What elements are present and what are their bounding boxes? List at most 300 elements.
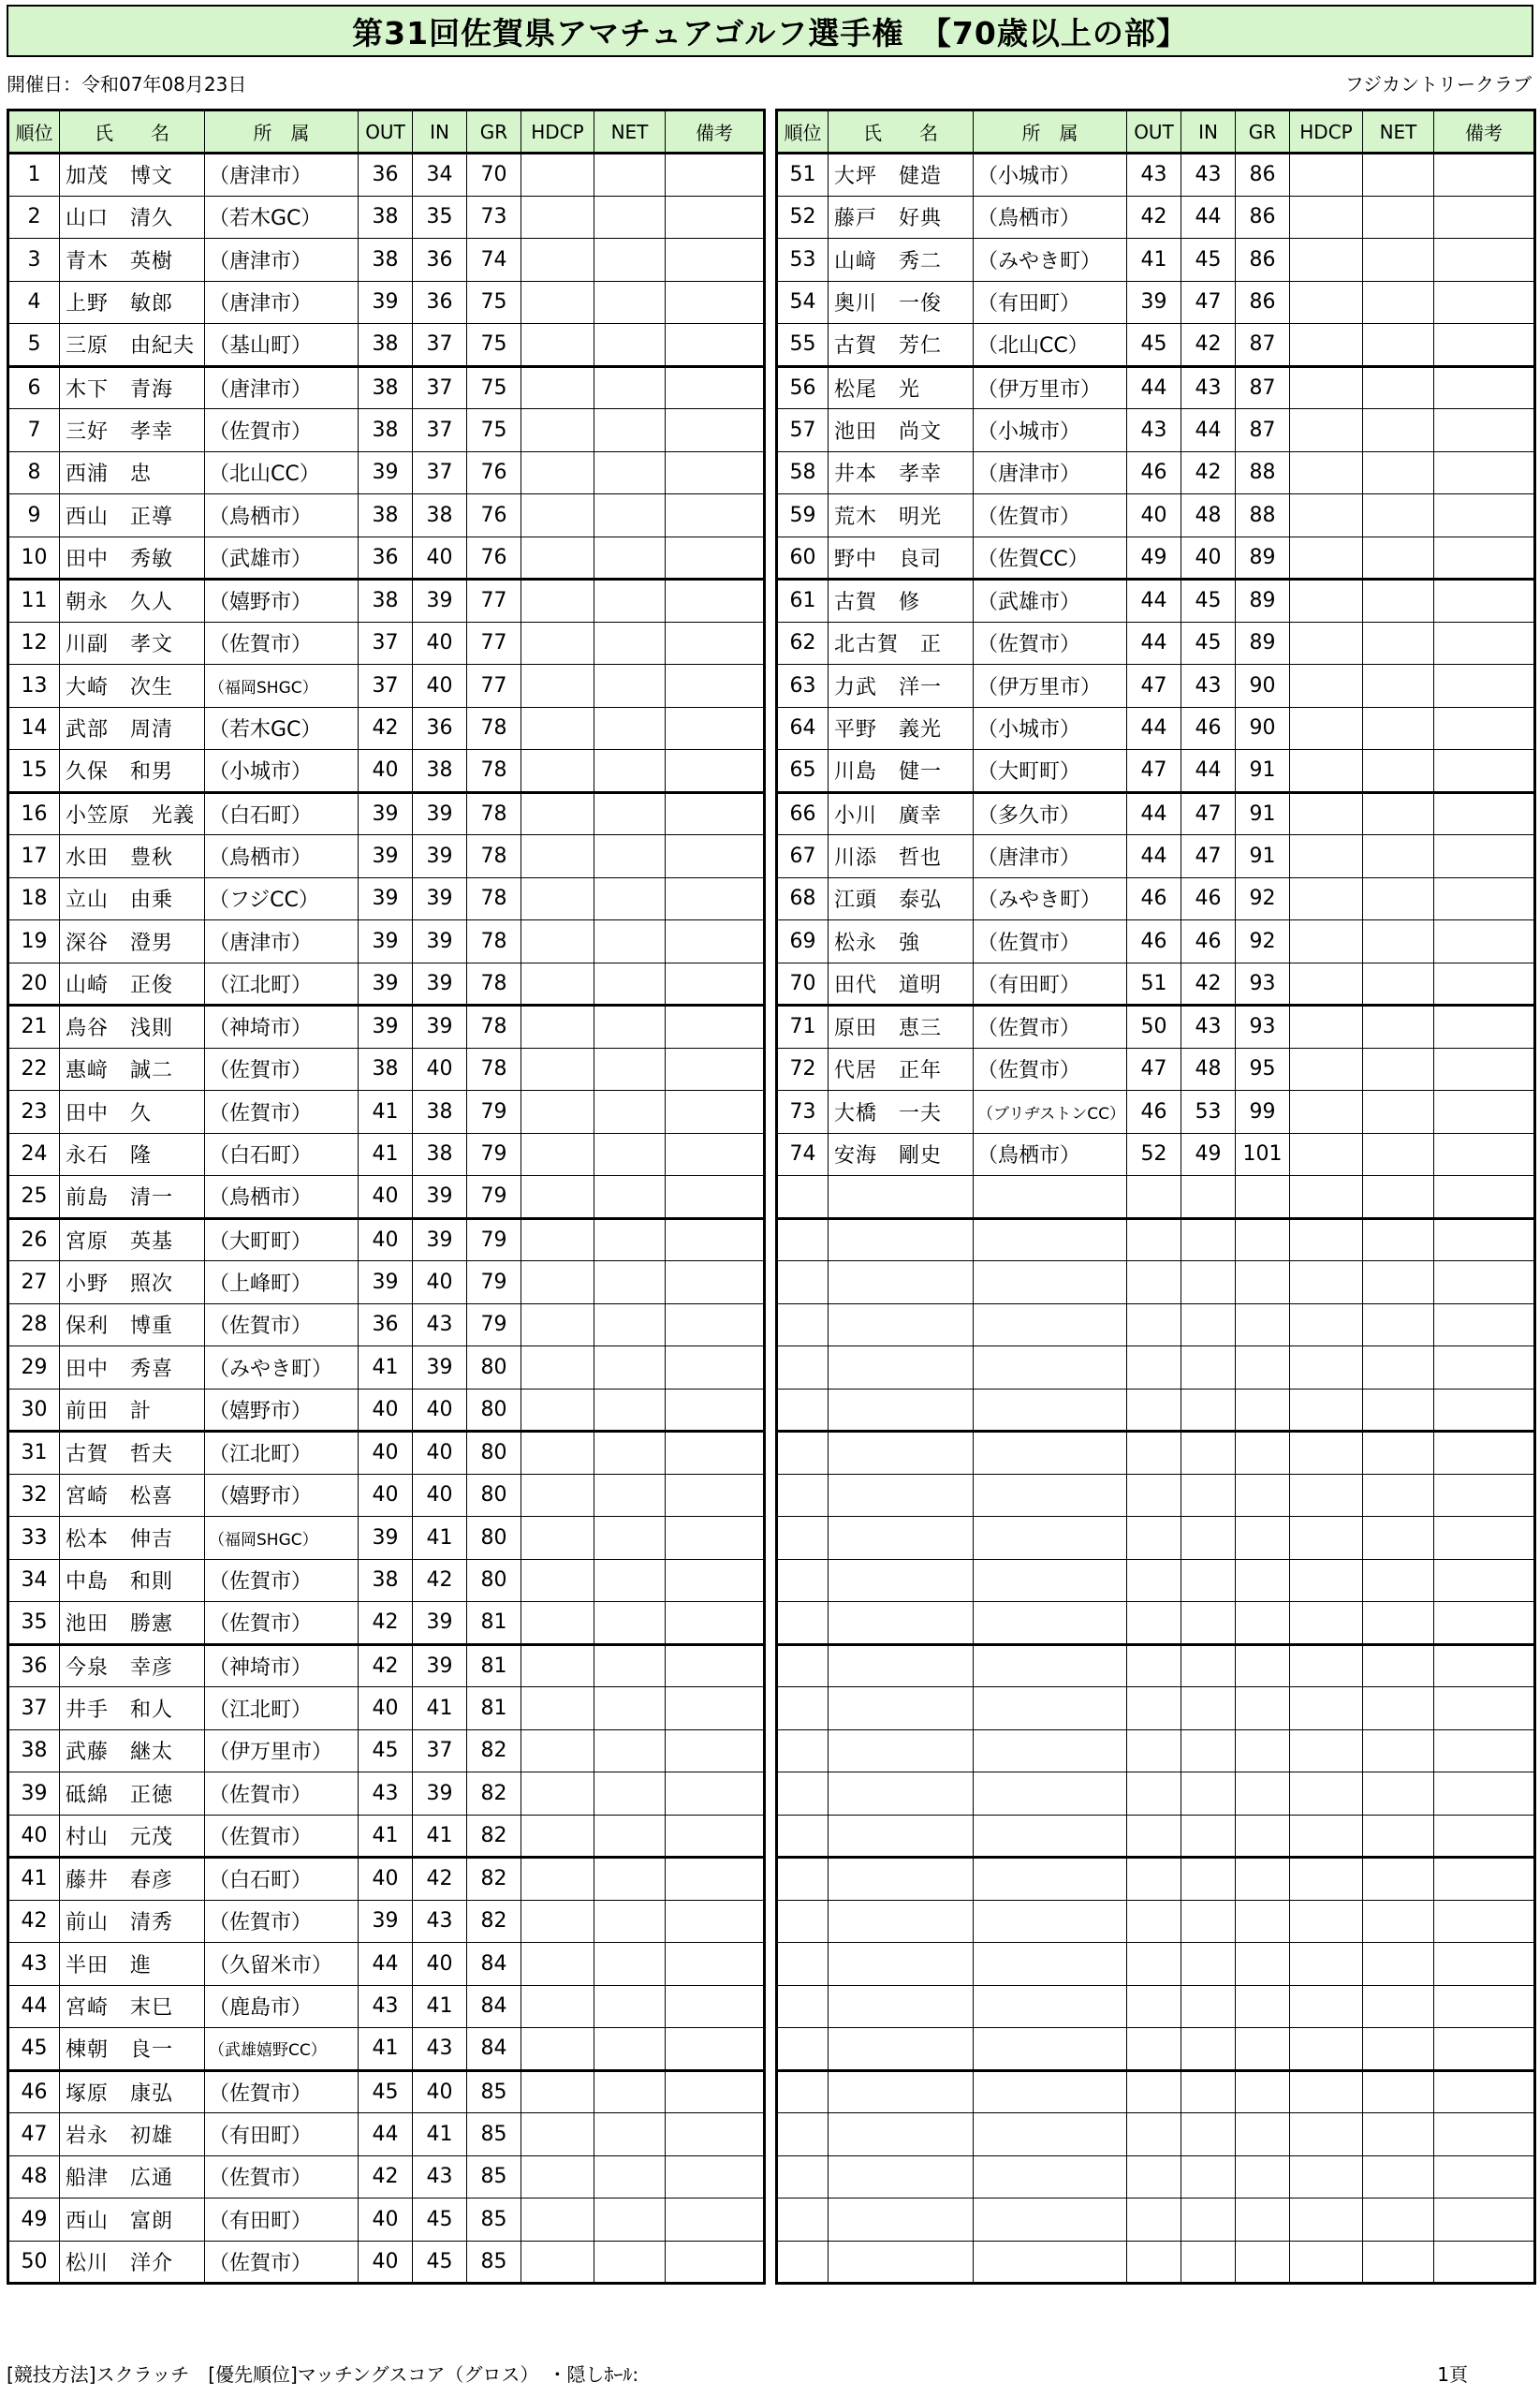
gross-score-cell: 88 (1236, 494, 1290, 537)
table-row (8, 1474, 765, 1517)
name-cell: 川副 孝文 (60, 622, 205, 665)
out-score-cell: 40 (1127, 494, 1181, 537)
empty-cell (666, 2198, 765, 2242)
empty-cell (1290, 665, 1363, 708)
out-score-cell: 41 (359, 1346, 413, 1390)
rank-cell: 8 (8, 451, 60, 494)
name-cell: 西浦 忠 (60, 451, 205, 494)
empty-cell (1434, 1006, 1535, 1049)
rank-cell: 74 (777, 1133, 829, 1176)
affiliation-cell: （佐賀市） (205, 1602, 359, 1645)
empty-cell (1363, 2028, 1434, 2071)
in-score-cell: 42 (1181, 324, 1236, 367)
empty-cell (666, 451, 765, 494)
empty-cell (1127, 1303, 1181, 1346)
out-score-cell: 45 (359, 1729, 413, 1772)
table-row (777, 1815, 1535, 1858)
name-cell: 大坪 健造 (829, 154, 974, 197)
empty-cell (1290, 1133, 1363, 1176)
table-row (777, 792, 1535, 835)
empty-cell (1236, 1261, 1290, 1304)
empty-cell (974, 1218, 1127, 1261)
rank-cell: 54 (777, 281, 829, 324)
rank-cell: 33 (8, 1517, 60, 1560)
empty-cell (1127, 1858, 1181, 1901)
gross-score-cell: 76 (467, 451, 521, 494)
empty-cell (666, 1006, 765, 1049)
affiliation-cell: （有田町） (205, 2198, 359, 2242)
empty-cell (521, 1261, 594, 1304)
name-cell: 中島 和則 (60, 1559, 205, 1602)
empty-cell (974, 1985, 1127, 2028)
empty-cell (1363, 1687, 1434, 1730)
empty-cell (666, 792, 765, 835)
out-score-cell: 46 (1127, 877, 1181, 920)
table-row (8, 877, 765, 920)
name-cell: 保利 博重 (60, 1303, 205, 1346)
in-score-cell: 40 (1181, 537, 1236, 580)
empty-cell (1363, 154, 1434, 197)
gross-score-cell: 75 (467, 366, 521, 409)
out-score-cell: 37 (359, 665, 413, 708)
in-score-cell: 47 (1181, 835, 1236, 878)
out-score-cell: 40 (359, 1389, 413, 1432)
empty-cell (666, 1389, 765, 1432)
empty-cell (594, 1303, 666, 1346)
gross-score-cell: 78 (467, 750, 521, 793)
out-score-cell: 38 (359, 324, 413, 367)
table-row (777, 1176, 1535, 1219)
empty-cell (1236, 1858, 1290, 1901)
empty-cell (829, 1729, 974, 1772)
table-row (777, 2155, 1535, 2198)
out-score-cell: 40 (359, 1176, 413, 1219)
in-score-cell: 40 (413, 665, 467, 708)
rank-cell: 50 (8, 2241, 60, 2284)
in-score-cell: 40 (413, 1389, 467, 1432)
empty-cell (1434, 2155, 1535, 2198)
empty-cell (1290, 1687, 1363, 1730)
empty-cell (1181, 1176, 1236, 1219)
rank-cell: 41 (8, 1858, 60, 1901)
empty-cell (594, 1687, 666, 1730)
empty-cell (1127, 1900, 1181, 1943)
affiliation-cell: （白石町） (205, 792, 359, 835)
empty-cell (1236, 1303, 1290, 1346)
in-score-cell: 40 (413, 1261, 467, 1304)
empty-cell (1290, 707, 1363, 750)
empty-cell (666, 1091, 765, 1134)
column-header: OUT (359, 110, 413, 154)
gross-score-cell: 92 (1236, 877, 1290, 920)
out-score-cell: 42 (1127, 196, 1181, 239)
out-score-cell: 40 (359, 1218, 413, 1261)
table-row (8, 1218, 765, 1261)
empty-cell (1434, 750, 1535, 793)
empty-cell (666, 665, 765, 708)
name-cell: 松川 洋介 (60, 2241, 205, 2284)
name-cell: 永石 隆 (60, 1133, 205, 1176)
footer (7, 2360, 1533, 2388)
gross-score-cell: 93 (1236, 1006, 1290, 1049)
table-row (8, 1943, 765, 1986)
rank-cell: 58 (777, 451, 829, 494)
table-row (777, 2028, 1535, 2071)
empty-cell (1363, 877, 1434, 920)
affiliation-cell: （大町町） (974, 750, 1127, 793)
empty-cell (974, 1389, 1127, 1432)
name-cell: 宮崎 末巳 (60, 1985, 205, 2028)
empty-cell (829, 1303, 974, 1346)
empty-cell (594, 451, 666, 494)
table-row (777, 1218, 1535, 1261)
empty-cell (1363, 1133, 1434, 1176)
empty-cell (1363, 1644, 1434, 1687)
table-row (8, 537, 765, 580)
affiliation-cell: （佐賀市） (205, 2155, 359, 2198)
empty-cell (1236, 1559, 1290, 1602)
empty-cell (1363, 1985, 1434, 2028)
gross-score-cell: 80 (467, 1474, 521, 1517)
empty-cell (1290, 622, 1363, 665)
empty-cell (594, 1346, 666, 1390)
empty-cell (666, 494, 765, 537)
rank-cell: 68 (777, 877, 829, 920)
empty-cell (666, 1644, 765, 1687)
empty-cell (1434, 792, 1535, 835)
empty-cell (1363, 2198, 1434, 2242)
title-bar (7, 5, 1533, 57)
affiliation-cell: （佐賀市） (974, 1048, 1127, 1091)
table-row (777, 963, 1535, 1006)
empty-cell (1290, 1474, 1363, 1517)
empty-cell (666, 1815, 765, 1858)
table-row (777, 239, 1535, 282)
in-score-cell: 35 (413, 196, 467, 239)
empty-cell (1434, 1900, 1535, 1943)
table-body-left (8, 154, 765, 2284)
empty-cell (777, 1559, 829, 1602)
affiliation-cell: （鳥栖市） (974, 1133, 1127, 1176)
table-row (8, 707, 765, 750)
name-cell: 井手 和人 (60, 1687, 205, 1730)
affiliation-cell: （白石町） (205, 1858, 359, 1901)
empty-cell (521, 1943, 594, 1986)
empty-cell (777, 2028, 829, 2071)
name-cell: 前田 計 (60, 1389, 205, 1432)
empty-cell (1434, 2113, 1535, 2156)
in-score-cell: 43 (413, 2155, 467, 2198)
gross-score-cell: 79 (467, 1176, 521, 1219)
affiliation-cell: （鳥栖市） (205, 835, 359, 878)
empty-cell (594, 1474, 666, 1517)
table-row (8, 1815, 765, 1858)
empty-cell (777, 1687, 829, 1730)
empty-cell (1127, 1261, 1181, 1304)
name-cell: 奥川 一俊 (829, 281, 974, 324)
rank-cell: 38 (8, 1729, 60, 1772)
affiliation-cell: （唐津市） (205, 920, 359, 963)
empty-cell (1363, 1943, 1434, 1986)
gross-score-cell: 85 (467, 2155, 521, 2198)
empty-cell (777, 1602, 829, 1645)
name-cell: 池田 尚文 (829, 409, 974, 452)
rank-cell: 24 (8, 1133, 60, 1176)
affiliation-cell: （江北町） (205, 1687, 359, 1730)
out-score-cell: 44 (1127, 835, 1181, 878)
empty-cell (1290, 750, 1363, 793)
rank-cell: 62 (777, 622, 829, 665)
out-score-cell: 40 (359, 2241, 413, 2284)
table-row (777, 1261, 1535, 1304)
rank-cell: 61 (777, 580, 829, 623)
in-score-cell: 40 (413, 1474, 467, 1517)
gross-score-cell: 82 (467, 1729, 521, 1772)
affiliation-cell: （福岡SHGC） (205, 1517, 359, 1560)
affiliation-cell: （伊万里市） (205, 1729, 359, 1772)
gross-score-cell: 77 (467, 665, 521, 708)
column-header: GR (1236, 110, 1290, 154)
table-row (8, 196, 765, 239)
table-header (8, 110, 765, 154)
empty-cell (1434, 409, 1535, 452)
empty-cell (1290, 2113, 1363, 2156)
empty-cell (1363, 1900, 1434, 1943)
empty-cell (777, 1432, 829, 1475)
empty-cell (1363, 1261, 1434, 1304)
empty-cell (1363, 494, 1434, 537)
table-row (8, 1389, 765, 1432)
in-score-cell: 39 (413, 580, 467, 623)
empty-cell (1363, 1218, 1434, 1261)
gross-score-cell: 89 (1236, 622, 1290, 665)
table-row (777, 1943, 1535, 1986)
empty-cell (1363, 1517, 1434, 1560)
empty-cell (1434, 877, 1535, 920)
empty-cell (666, 1218, 765, 1261)
rank-cell: 60 (777, 537, 829, 580)
name-cell: 山﨑 秀二 (829, 239, 974, 282)
name-cell: 前島 清一 (60, 1176, 205, 1219)
empty-cell (1127, 2113, 1181, 2156)
name-cell: 古賀 芳仁 (829, 324, 974, 367)
empty-cell (666, 2241, 765, 2284)
in-score-cell: 43 (1181, 1006, 1236, 1049)
rank-cell: 27 (8, 1261, 60, 1304)
empty-cell (1127, 1687, 1181, 1730)
empty-cell (1290, 2241, 1363, 2284)
rank-cell: 28 (8, 1303, 60, 1346)
empty-cell (1236, 1474, 1290, 1517)
empty-cell (1434, 963, 1535, 1006)
table-row (8, 622, 765, 665)
gross-score-cell: 81 (467, 1687, 521, 1730)
table-row (8, 1303, 765, 1346)
empty-cell (1127, 1602, 1181, 1645)
empty-cell (974, 1559, 1127, 1602)
column-header: 所 属 (205, 110, 359, 154)
empty-cell (1236, 1602, 1290, 1645)
in-score-cell: 45 (1181, 239, 1236, 282)
empty-cell (1363, 451, 1434, 494)
in-score-cell: 48 (1181, 1048, 1236, 1091)
affiliation-cell: （白石町） (205, 1133, 359, 1176)
empty-cell (1290, 451, 1363, 494)
empty-cell (1236, 2241, 1290, 2284)
affiliation-cell: （上峰町） (205, 1261, 359, 1304)
empty-cell (1290, 2198, 1363, 2242)
out-score-cell: 44 (359, 1943, 413, 1986)
rank-cell: 15 (8, 750, 60, 793)
empty-cell (521, 707, 594, 750)
name-cell: 代居 正年 (829, 1048, 974, 1091)
results-table-right (775, 109, 1536, 2285)
table-row (8, 1687, 765, 1730)
empty-cell (594, 1559, 666, 1602)
empty-cell (1236, 1176, 1290, 1219)
in-score-cell: 41 (413, 1517, 467, 1560)
in-score-cell: 36 (413, 239, 467, 282)
empty-cell (594, 1218, 666, 1261)
empty-cell (1434, 1474, 1535, 1517)
name-cell: 小野 照次 (60, 1261, 205, 1304)
empty-cell (594, 409, 666, 452)
table-row (8, 1644, 765, 1687)
name-cell: 深谷 澄男 (60, 920, 205, 963)
name-cell: 田中 久 (60, 1091, 205, 1134)
affiliation-cell: （ブリヂストンCC） (974, 1091, 1127, 1134)
empty-cell (1290, 835, 1363, 878)
empty-cell (1434, 2070, 1535, 2113)
in-score-cell: 45 (1181, 580, 1236, 623)
empty-cell (666, 707, 765, 750)
gross-score-cell: 95 (1236, 1048, 1290, 1091)
empty-cell (1363, 196, 1434, 239)
empty-cell (594, 1006, 666, 1049)
empty-cell (594, 2198, 666, 2242)
empty-cell (974, 2198, 1127, 2242)
empty-cell (1434, 1644, 1535, 1687)
empty-cell (1434, 366, 1535, 409)
out-score-cell: 41 (359, 1091, 413, 1134)
table-row (777, 2198, 1535, 2242)
empty-cell (1363, 1432, 1434, 1475)
table-row (8, 1346, 765, 1390)
empty-cell (1434, 1176, 1535, 1219)
empty-cell (1363, 366, 1434, 409)
empty-cell (1181, 1389, 1236, 1432)
table-row (777, 580, 1535, 623)
empty-cell (829, 1474, 974, 1517)
in-score-cell: 44 (1181, 409, 1236, 452)
empty-cell (1181, 1815, 1236, 1858)
empty-cell (829, 1985, 974, 2028)
empty-cell (1363, 324, 1434, 367)
gross-score-cell: 91 (1236, 792, 1290, 835)
affiliation-cell: （江北町） (205, 1432, 359, 1475)
rank-cell: 31 (8, 1432, 60, 1475)
affiliation-cell: （佐賀市） (205, 409, 359, 452)
empty-cell (829, 1432, 974, 1475)
empty-cell (521, 1815, 594, 1858)
gross-score-cell: 80 (467, 1517, 521, 1560)
empty-cell (1363, 622, 1434, 665)
name-cell: 武部 周清 (60, 707, 205, 750)
name-cell: 原田 恵三 (829, 1006, 974, 1049)
empty-cell (1434, 1729, 1535, 1772)
name-cell: 宮崎 松喜 (60, 1474, 205, 1517)
column-header: HDCP (1290, 110, 1363, 154)
gross-score-cell: 78 (467, 792, 521, 835)
table-body-right (777, 154, 1535, 2284)
name-cell: 北古賀 正 (829, 622, 974, 665)
out-score-cell: 43 (1127, 154, 1181, 197)
table-row (8, 366, 765, 409)
out-score-cell: 40 (359, 1687, 413, 1730)
empty-cell (1236, 1900, 1290, 1943)
empty-cell (521, 1644, 594, 1687)
empty-cell (1181, 1772, 1236, 1816)
empty-cell (521, 1048, 594, 1091)
rank-cell: 70 (777, 963, 829, 1006)
rank-cell: 35 (8, 1602, 60, 1645)
out-score-cell: 39 (359, 281, 413, 324)
gross-score-cell: 85 (467, 2198, 521, 2242)
empty-cell (521, 494, 594, 537)
empty-cell (1127, 1389, 1181, 1432)
empty-cell (777, 1900, 829, 1943)
rank-cell: 45 (8, 2028, 60, 2071)
out-score-cell: 38 (359, 1559, 413, 1602)
affiliation-cell: （佐賀市） (205, 1815, 359, 1858)
affiliation-cell: （佐賀市） (974, 494, 1127, 537)
table-row (777, 1133, 1535, 1176)
empty-cell (777, 1346, 829, 1390)
empty-cell (1434, 1091, 1535, 1134)
empty-cell (666, 622, 765, 665)
out-score-cell: 39 (359, 1900, 413, 1943)
empty-cell (666, 580, 765, 623)
table-row (8, 1091, 765, 1134)
empty-cell (974, 1729, 1127, 1772)
table-row (777, 2070, 1535, 2113)
empty-cell (1434, 1048, 1535, 1091)
affiliation-cell: （佐賀市） (205, 2070, 359, 2113)
table-row (777, 1006, 1535, 1049)
rank-cell: 66 (777, 792, 829, 835)
empty-cell (1236, 1729, 1290, 1772)
in-score-cell: 45 (413, 2198, 467, 2242)
out-score-cell: 38 (359, 1048, 413, 1091)
empty-cell (1236, 2113, 1290, 2156)
empty-cell (521, 1133, 594, 1176)
column-header: 順位 (8, 110, 60, 154)
empty-cell (594, 920, 666, 963)
affiliation-cell: （福岡SHGC） (205, 665, 359, 708)
name-cell: 三原 由紀夫 (60, 324, 205, 367)
name-cell: 村山 元茂 (60, 1815, 205, 1858)
empty-cell (1290, 1389, 1363, 1432)
empty-cell (1363, 1815, 1434, 1858)
rank-cell: 14 (8, 707, 60, 750)
gross-score-cell: 91 (1236, 835, 1290, 878)
rank-cell: 73 (777, 1091, 829, 1134)
name-cell: 小笠原 光義 (60, 792, 205, 835)
empty-cell (521, 1303, 594, 1346)
affiliation-cell: （唐津市） (974, 451, 1127, 494)
table-row (777, 920, 1535, 963)
rank-cell: 18 (8, 877, 60, 920)
